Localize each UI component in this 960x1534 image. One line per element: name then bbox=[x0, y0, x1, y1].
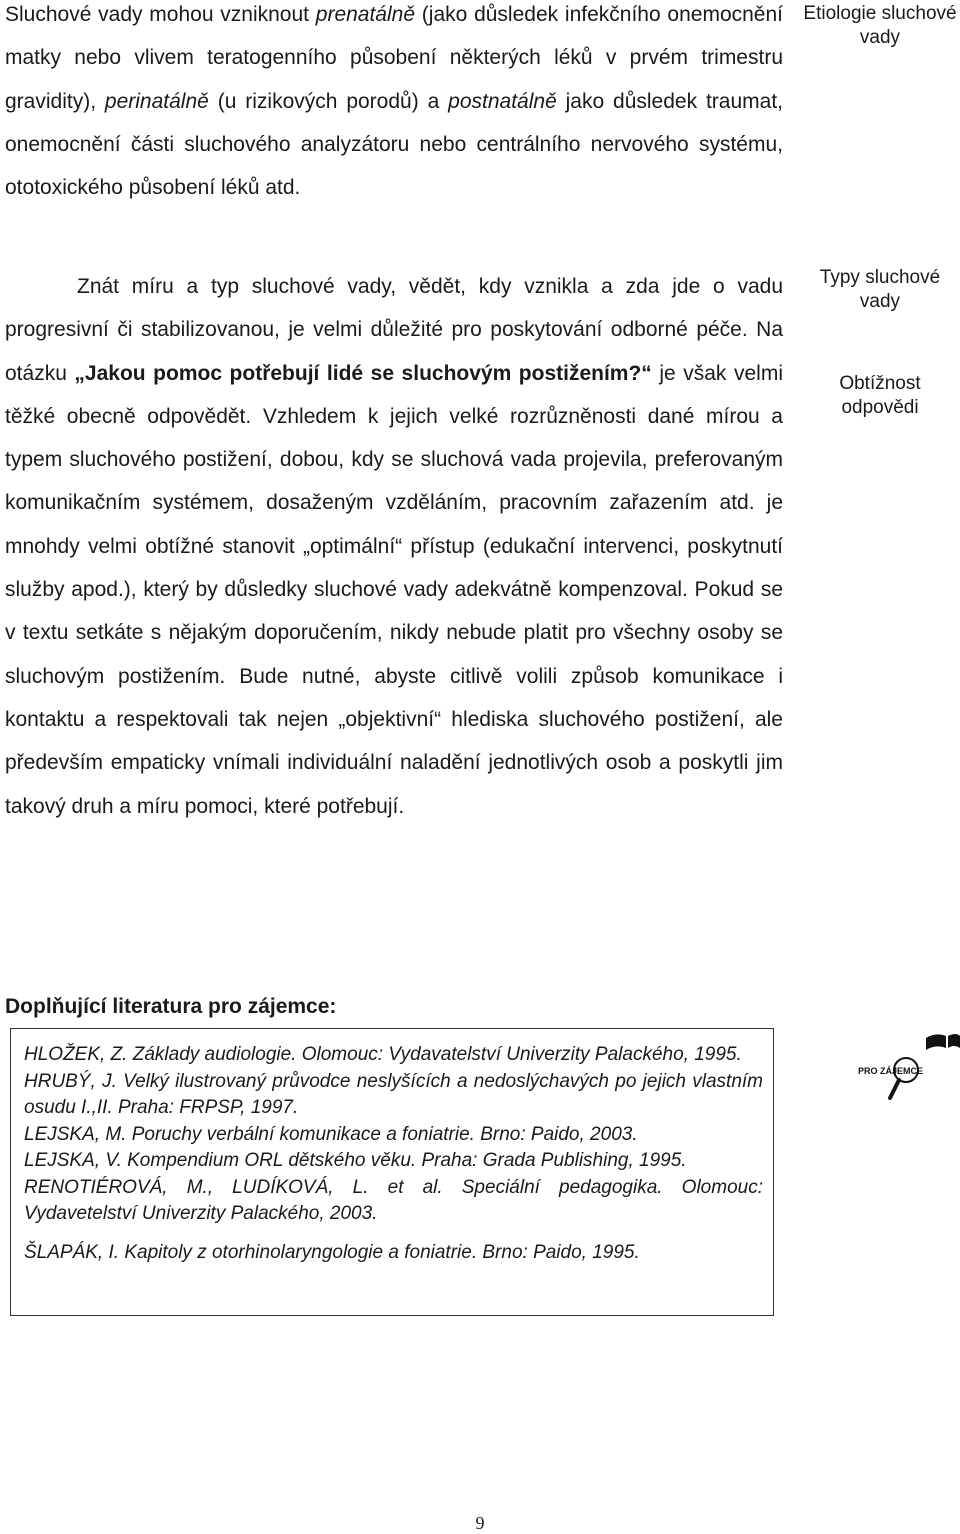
literature-box bbox=[10, 1028, 774, 1316]
etiology-paragraph bbox=[5, 0, 783, 209]
page-number: 9 bbox=[475, 1513, 485, 1533]
text-segment: (u rizikových porodů) a bbox=[208, 89, 449, 113]
help-paragraph bbox=[5, 265, 783, 828]
emphasis-perinatal: perinatálně bbox=[104, 89, 209, 113]
text-segment: Znát míru a typ sluchové vady, vědět, kdy vznikla a zda jde o vadu progresivní či stabilizovanou, je velmi důležité pro poskytování odborné péče. Na otázku bbox=[5, 275, 783, 385]
text-segment: je však velmi těžké obecně odpovědět. Vzhledem k jejich velké rozrůzněnosti dané mírou a typem sluchového postižení, dobou, kdy se sluchová vada projevila, preferovaným komunikačním systémem, dosaženým vzděláním, pracovním zařazením atd. je mnohdy velmi obtížné stanovit „optimální“ přístup (edukační intervenci, poskytnutí služby apod.), který by důsledky sluchové vady adekvátně kompenzoval. Pokud se v textu setkáte s nějakým doporučením, nikdy nebude platit pro všechny osoby se sluchovým postižením. Bude nutné, abyste citlivě volili způsob komunikace i kontaktu a respektovali tak nejen „objektivní“ hlediska sluchového postižení, ale především empaticky vnímali individuální naladění jednotlivých osob a poskytli jim takový druh a míru pomoci, které potřebují. bbox=[5, 361, 783, 818]
emphasis-prenatal: prenatálně bbox=[315, 3, 416, 26]
literature-item: LEJSKA, M. Poruchy verbální komunikace a foniatrie. Brno: Paido, 2003. bbox=[24, 1123, 638, 1145]
literature-item: ŠLAPÁK, I. Kapitoly z otorhinolaryngologie a foniatrie. Brno: Paido, 1995. bbox=[24, 1241, 640, 1263]
literature-item: RENOTIÉROVÁ, M., LUDÍKOVÁ, L. et al. Speciální pedagogika. Olomouc: Vydavetelství Univerzity Palackého, 2003. bbox=[24, 1176, 763, 1224]
literature-heading: Doplňující literatura pro zájemce: bbox=[5, 995, 337, 1018]
icon-label: PRO ZÁJEMCE bbox=[858, 1066, 924, 1076]
pro-zajemce-icon bbox=[850, 1030, 960, 1108]
text-segment: (jako důsledek infekčního onemocnění matky nebo vlivem teratogenního působení některých léků v prvém trimestru gravidity), bbox=[5, 3, 783, 113]
literature-item: HRUBÝ, J. Velký ilustrovaný průvodce neslyšících a nedoslýchavých po jejich vlastním osudu I.,II. Praha: FRPSP, 1997. bbox=[24, 1070, 763, 1118]
literature-item: LEJSKA, V. Kompendium ORL dětského věku. Praha: Grada Publishing, 1995. bbox=[24, 1150, 687, 1171]
margin-note-etiology: Etiologie sluchové vady bbox=[803, 3, 957, 48]
text-segment: Sluchové vady mohou vzniknout bbox=[5, 3, 316, 26]
margin-note-difficulty: Obtížnost odpovědi bbox=[839, 373, 921, 418]
literature-item: HLOŽEK, Z. Základy audiologie. Olomouc: Vydavatelství Univerzity Palackého, 1995. bbox=[24, 1044, 742, 1065]
emphasis-postnatal: postnatálně bbox=[448, 89, 557, 113]
text-segment: jako důsledek traumat, onemocnění části sluchového analyzátoru nebo centrálního nervového systému, ototoxického působení léků atd. bbox=[5, 89, 784, 200]
margin-note-types: Typy sluchové vady bbox=[819, 267, 941, 312]
key-question: „Jakou pomoc potřebují lidé se sluchovým postižením?“ bbox=[74, 361, 652, 385]
